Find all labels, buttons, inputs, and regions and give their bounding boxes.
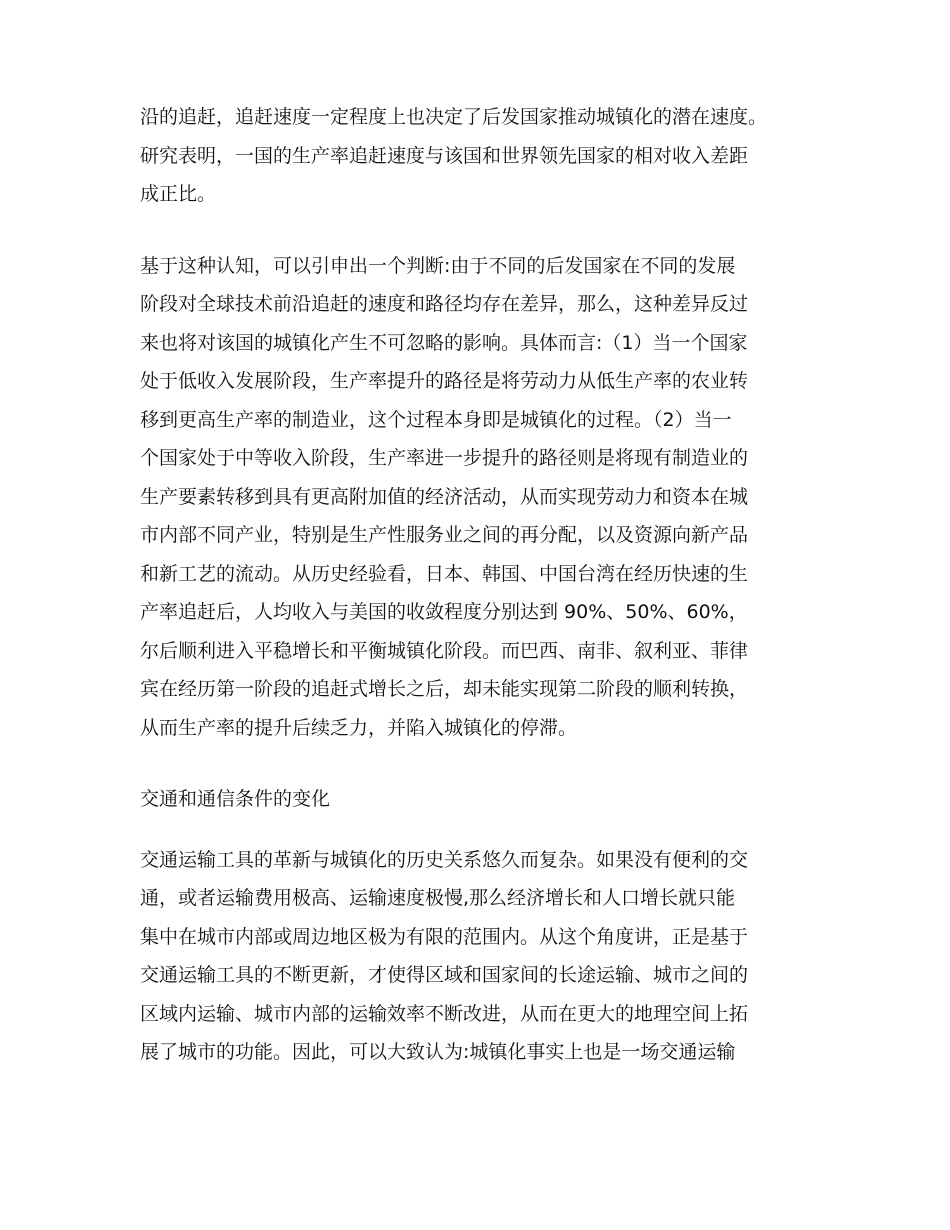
document-body bbox=[140, 98, 840, 1105]
text-line: 市内部不同产业，特别是生产性服务业之间的再分配，以及资源向新产品 bbox=[140, 524, 749, 546]
section-heading-text: 交通和通信条件的变化 bbox=[140, 788, 331, 810]
text-line: 和新工艺的流动。从历史经验看，日本、韩国、中国台湾在经历快速的生 bbox=[140, 562, 749, 585]
section-heading bbox=[140, 780, 840, 819]
paragraph-1 bbox=[140, 98, 840, 214]
text-line: 阶段对全球技术前沿追赶的速度和路径均存在差异，那么，这种差异反过 bbox=[140, 293, 749, 315]
text-line: 集中在城市内部或周边地区极为有限的范围内。从这个角度讲，正是基于 bbox=[140, 925, 749, 948]
text-line: 交通运输工具的不断更新，才使得区域和国家间的长途运输、城市之间的 bbox=[140, 964, 749, 986]
text-line: 研究表明，一国的生产率追赶速度与该国和世界领先国家的相对收入差距 bbox=[140, 144, 749, 167]
text-line: 展了城市的功能。因此，可以大致认为:城镇化事实上也是一场交通运输 bbox=[140, 1041, 736, 1063]
text-line: 移到更高生产率的制造业，这个过程本身即是城镇化的过程。（2）当一 bbox=[140, 408, 732, 431]
text-line: 个国家处于中等收入阶段，生产率进一步提升的路径则是将现有制造业的 bbox=[140, 447, 749, 469]
text-line: 处于低收入发展阶段，生产率提升的路径是将劳动力从低生产率的农业转 bbox=[140, 370, 749, 392]
text-line: 来也将对该国的城镇化产生不可忽略的影响。具体而言:（1）当一个国家 bbox=[140, 331, 748, 354]
text-line: 从而生产率的提升后续乏力，并陷入城镇化的停滞。 bbox=[140, 716, 578, 739]
text-line: 成正比。 bbox=[140, 183, 217, 205]
text-line: 沿的追赶，追赶速度一定程度上也决定了后发国家推动城镇化的潜在速度。 bbox=[140, 106, 768, 128]
text-line: 宾在经历第一阶段的追赶式增长之后，却未能实现第二阶段的顺利转换， bbox=[140, 678, 749, 700]
paragraph-2 bbox=[140, 247, 840, 748]
text-line: 生产要素转移到具有更高附加值的经济活动，从而实现劳动力和资本在城 bbox=[140, 485, 749, 508]
text-line: 区域内运输、城市内部的运输效率不断改进，从而在更大的地理空间上拓 bbox=[140, 1002, 749, 1025]
paragraph-3 bbox=[140, 841, 840, 1072]
text-line: 交通运输工具的革新与城镇化的历史关系悠久而复杂。如果没有便利的交 bbox=[140, 848, 749, 871]
text-line: 产率追赶后，人均收入与美国的收敛程度分别达到 90%、50%、60%， bbox=[140, 601, 748, 623]
text-line: 尔后顺利进入平稳增长和平衡城镇化阶段。而巴西、南非、叙利亚、菲律 bbox=[140, 639, 749, 662]
text-line: 基于这种认知，可以引申出一个判断:由于不同的后发国家在不同的发展 bbox=[140, 254, 736, 277]
text-line: 通，或者运输费用极高、运输速度极慢,那么经济增长和人口增长就只能 bbox=[140, 887, 736, 909]
